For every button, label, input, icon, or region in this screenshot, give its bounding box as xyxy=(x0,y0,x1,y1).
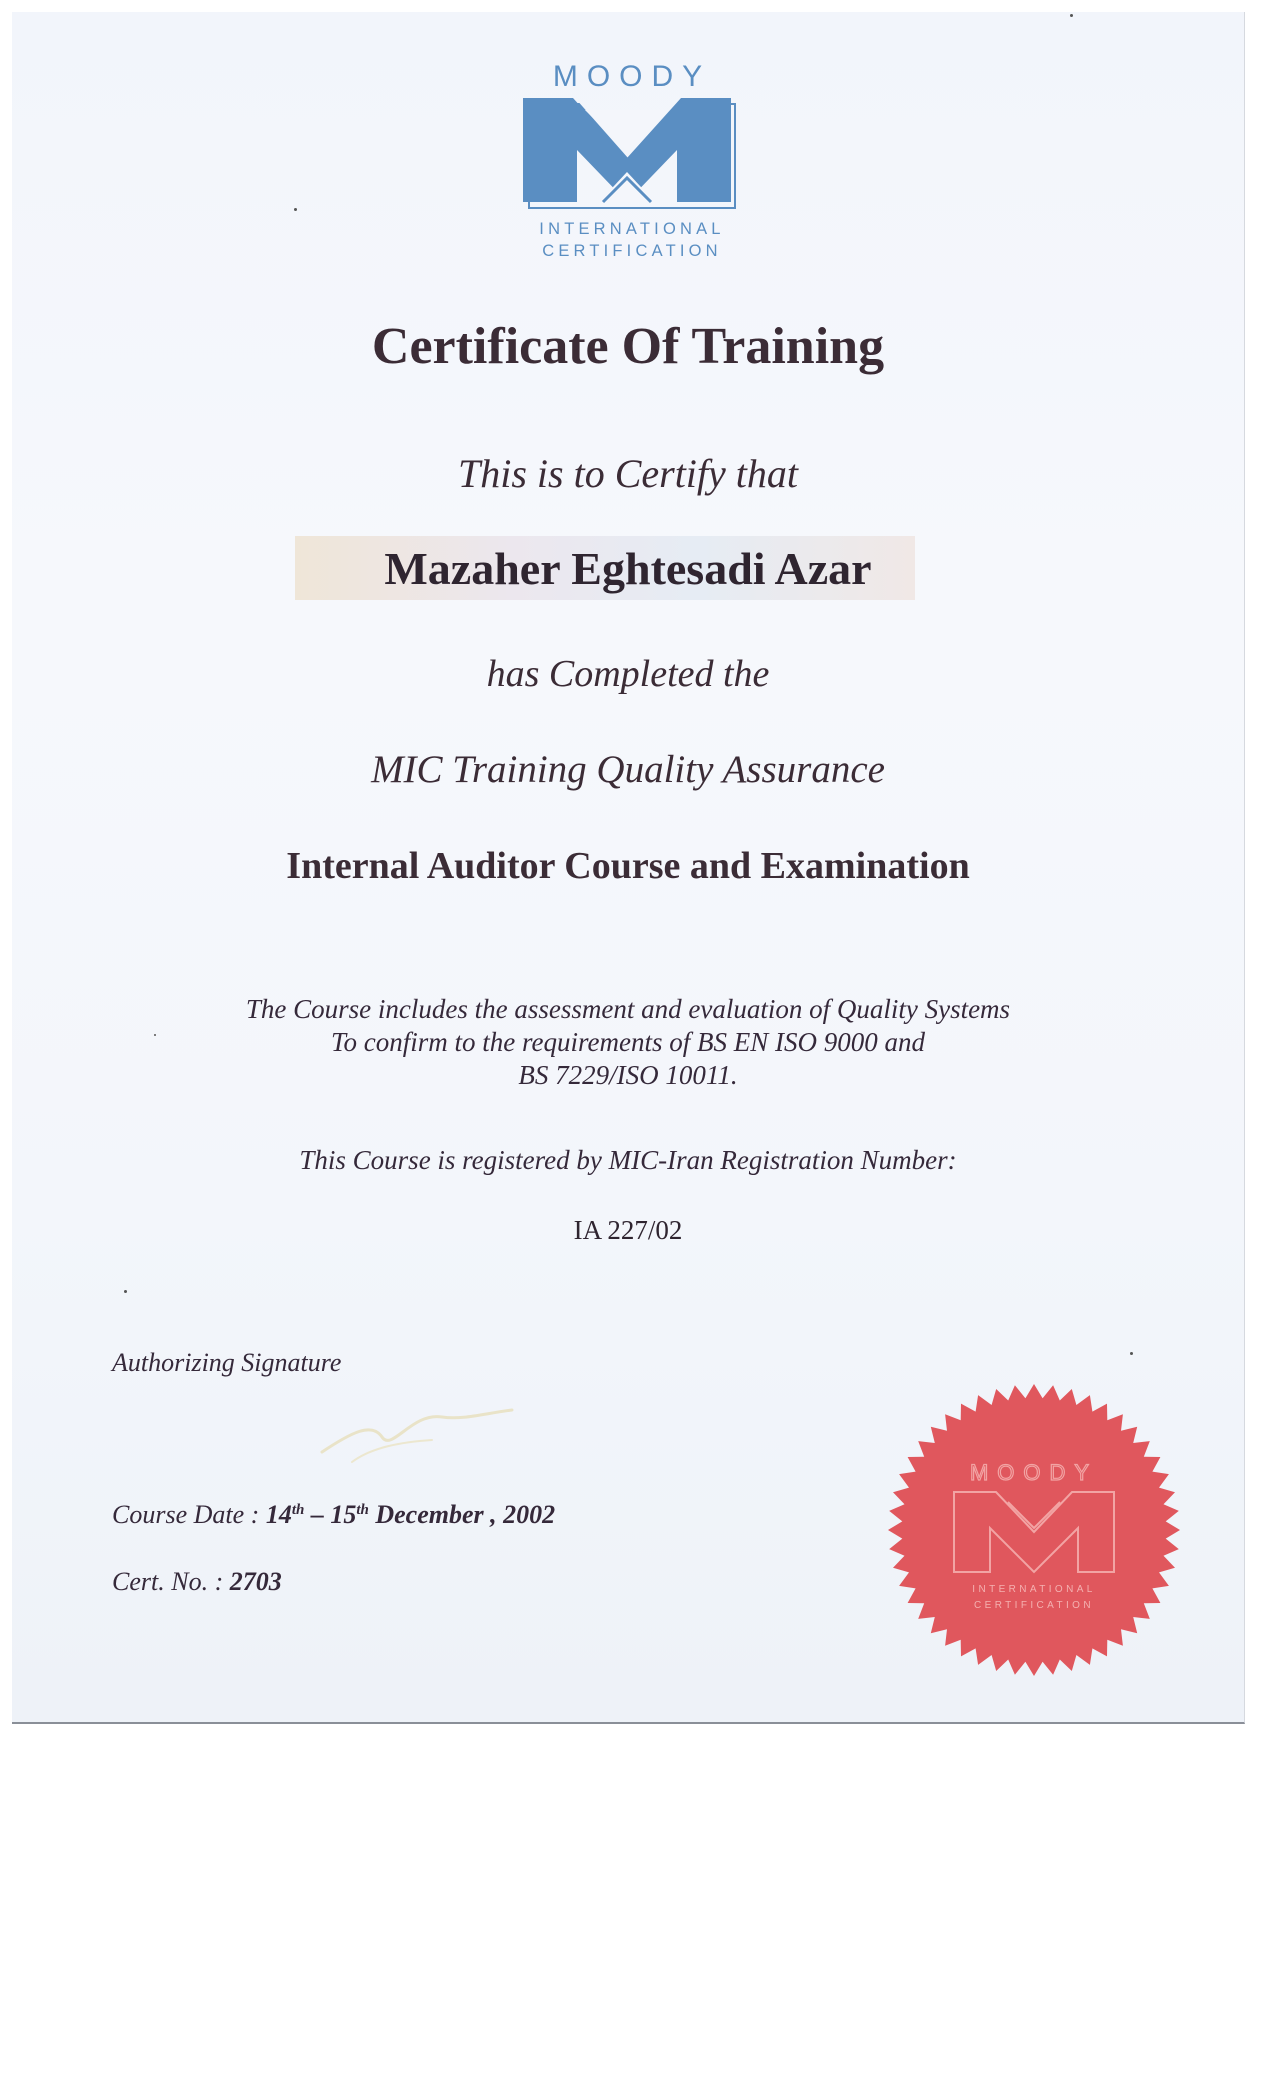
scan-speck xyxy=(124,1290,127,1293)
scan-speck xyxy=(1130,1352,1133,1355)
course-date-rest: December , 2002 xyxy=(375,1500,556,1529)
seal-starburst xyxy=(888,1384,1180,1676)
cert-no-label: Cert. No. : xyxy=(112,1567,224,1596)
seal-brand-text: MOODY xyxy=(969,1460,1099,1485)
logo-brand-text: MOODY xyxy=(552,60,712,93)
course-date-day1: 14 xyxy=(265,1500,292,1529)
course-date-value xyxy=(266,1500,555,1529)
certificate-number xyxy=(112,1567,282,1597)
course-date-dash: – xyxy=(310,1500,324,1529)
registration-number: IA 227/02 xyxy=(573,1215,683,1245)
scan-speck xyxy=(154,1034,156,1036)
logo-line1-text: INTERNATIONAL xyxy=(539,220,725,238)
course-date-label: Course Date : xyxy=(112,1500,260,1529)
course-name-line1: MIC Training Quality Assurance xyxy=(371,748,885,791)
moody-logo-graphic xyxy=(517,52,747,272)
moody-logo xyxy=(517,52,747,272)
completed-line: has Completed the xyxy=(486,653,770,695)
recipient-name: Mazaher Eghtesadi Azar xyxy=(384,543,872,594)
course-date-day2-sup: th xyxy=(356,1502,369,1518)
description-line: BS 7229/ISO 10011. xyxy=(518,1060,738,1090)
faint-signature xyxy=(312,1392,532,1472)
course-date-day1-sup: th xyxy=(291,1502,305,1518)
description-line: To confirm to the requirements of BS EN ISO 9000 and xyxy=(331,1027,925,1057)
cert-no-value: 2703 xyxy=(229,1567,282,1596)
scan-speck xyxy=(294,208,297,211)
red-seal xyxy=(884,1380,1184,1680)
certificate-title: Certificate Of Training xyxy=(371,318,885,375)
logo-line2-text: CERTIFICATION xyxy=(542,242,722,260)
scan-speck xyxy=(1070,14,1073,17)
course-date-day2: 15 xyxy=(330,1500,357,1529)
authorizing-signature-label: Authorizing Signature xyxy=(112,1348,342,1377)
course-name-line2: Internal Auditor Course and Examination xyxy=(286,845,970,887)
course-date xyxy=(112,1500,555,1530)
registration-line: This Course is registered by MIC-Iran Registration Number: xyxy=(299,1145,957,1175)
description-line: The Course includes the assessment and evaluation of Quality Systems xyxy=(245,994,1011,1024)
seal-line1-text: INTERNATIONAL xyxy=(972,1584,1096,1595)
seal-line2-text: CERTIFICATION xyxy=(974,1600,1094,1611)
certify-line: This is to Certify that xyxy=(457,451,799,496)
certificate-sheet xyxy=(12,12,1245,1724)
